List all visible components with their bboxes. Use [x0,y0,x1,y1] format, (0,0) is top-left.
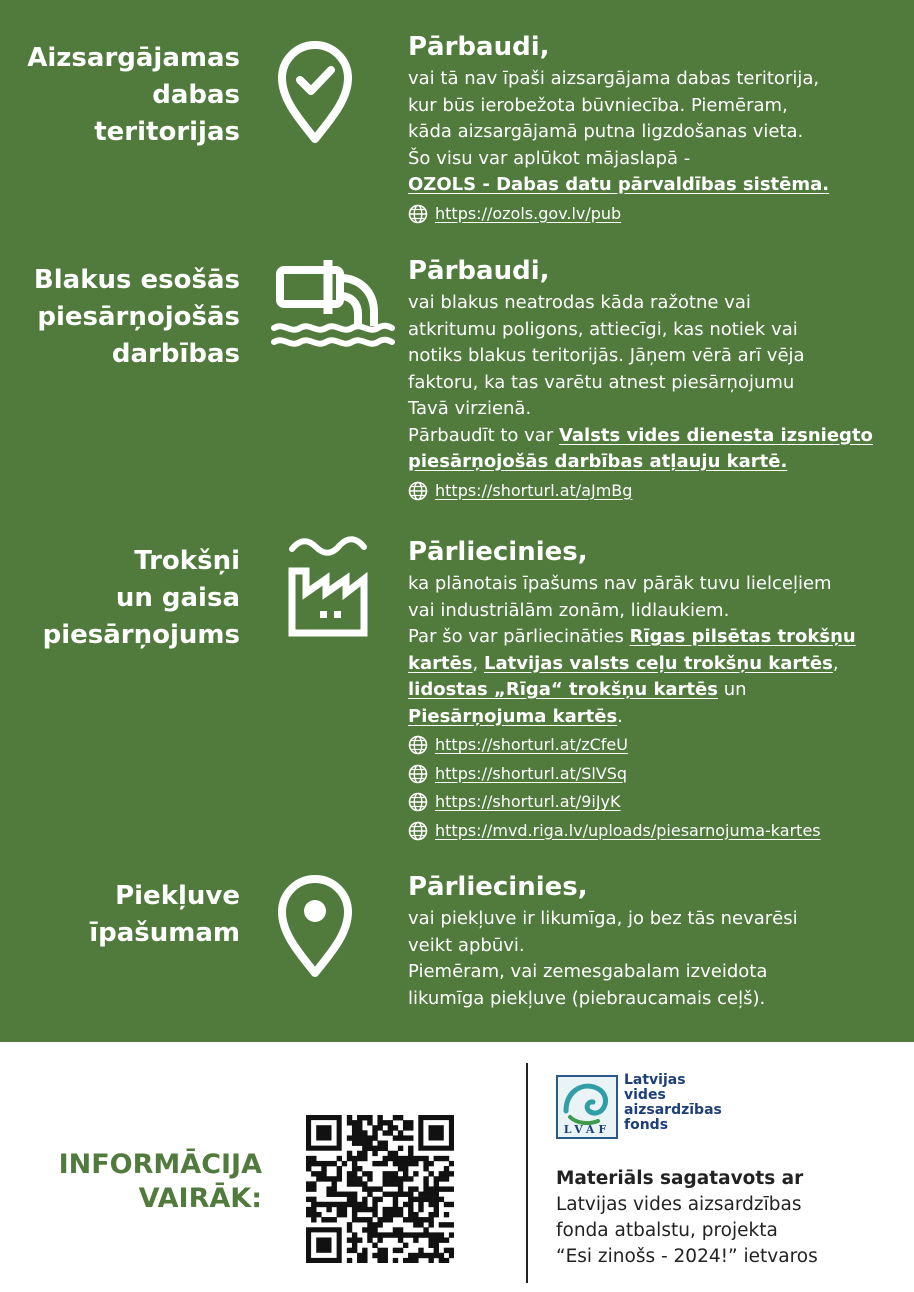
factory-smoke-icon [276,535,376,644]
url-link[interactable]: https://shorturl.at/aJmBg [435,480,633,500]
body-line: Šo visu var aplūkot mājaslapā - [408,147,691,169]
vvd-map-link[interactable]: Valsts vides dienesta izsniegto [558,424,873,446]
url-link[interactable]: https://shorturl.at/9iJyK [435,792,621,811]
body-line: veikt apbūvi. [408,934,525,956]
title-line: īpašumam [89,918,240,948]
title-line: Aizsargājamas [27,43,240,73]
title-line: piesārņojums [42,620,240,650]
url-link[interactable]: https://shorturl.at/SlVSq [435,763,628,783]
lvaf-emblem-icon [556,1075,618,1139]
qr-code[interactable] [306,1115,454,1263]
body-line: vai tā nav īpaši aizsargājama dabas teritorija, [408,68,820,89]
globe-icon [408,735,428,755]
url-row[interactable] [408,201,908,228]
body-line: faktoru, ka tas varētu atnest piesārņojumu [408,371,795,393]
roads-noise-map-link[interactable]: Latvijas valsts ceļu trokšņu kartēs [483,652,833,674]
logo-line: Latvijas [624,1072,686,1088]
pipe-discharge-icon [270,256,395,355]
lvaf-name [624,1073,722,1133]
body-line: atkritumu poligons, attiecīgi, kas notiek vai [408,318,798,340]
pollution-map-link[interactable]: Piesārņojuma kartēs [408,705,618,727]
title-line: un gaisa [115,583,240,613]
body-line: notiks blakus teritorijās. Jāņem vērā arī vēja [408,345,805,366]
body-line: vai blakus neatrodas kāda ražotne vai [408,292,751,313]
body-line: Piemēram, vai zemesgabalam izveidota [408,961,768,982]
title-line: Piekļuve [115,881,240,911]
section-heading: Pārbaudi, [408,256,550,286]
map-pin-check-icon [270,40,360,149]
section-body [408,256,908,504]
body-text: Par šo var pārliecināties [408,626,630,647]
globe-icon [408,764,428,784]
globe-icon [408,792,428,812]
body-text: , [472,652,484,674]
url-link[interactable]: https://mvd.riga.lv/uploads/piesarnojuma-kartes [435,820,821,840]
body-text: un [717,679,747,700]
body-text: . [617,705,623,727]
section-heading: Pārliecinies, [408,872,588,902]
url-row[interactable] [408,761,908,788]
section-body [408,32,908,227]
globe-icon [408,821,428,841]
section-heading: Pārliecinies, [408,537,588,567]
map-pin-icon [270,874,360,983]
title-line: teritorijas [94,117,240,147]
credit-heading: Materiāls sagatavots ar [556,1168,804,1189]
section-title [43,543,240,654]
globe-icon [408,481,428,501]
info-line: INFORMĀCIJA [58,1149,262,1180]
url-row[interactable] [408,478,908,505]
more-info-label [59,1148,262,1216]
body-line: ka plānotais īpašums nav pārāk tuvu lielceļiem [408,573,832,594]
info-line: VAIRĀK: [138,1183,262,1214]
credit-line: fonda atbalstu, projekta [556,1220,778,1241]
globe-icon [408,204,428,224]
section-body [408,872,908,1012]
url-row[interactable] [408,789,908,816]
riga-noise-map-link-cont[interactable]: kartēs [408,652,473,674]
logo-line: fonds [624,1117,669,1133]
body-line: kāda aizsargājamā putna ligzdošanas vieta. [408,121,804,142]
section-title [89,878,240,952]
ozols-link[interactable]: OZOLS - Dabas datu pārvaldības sistēma. [408,174,830,195]
credit-text [556,1166,818,1270]
section-title [27,40,240,151]
divider [526,1063,528,1283]
body-line: vai industriālām zonām, lidlaukiem. [408,599,730,621]
logo-line: aizsardzības [624,1102,722,1118]
body-text: , [832,652,839,674]
lvaf-letters: LVAF [563,1123,611,1136]
body-line: Tavā virzienā. [408,398,532,419]
body-line: kur būs ierobežota būvniecība. Piemēram, [408,94,788,116]
url-link[interactable]: https://ozols.gov.lv/pub [435,203,622,223]
title-line: Blakus esošās [33,265,240,295]
airport-noise-map-link[interactable]: lidostas „Rīga“ trokšņu kartēs [408,679,718,700]
title-line: piesārņojošās [37,302,240,332]
credit-line: “Esi zinošs - 2024!” ietvaros [556,1246,818,1267]
section-title [34,262,240,373]
title-line: Trokšņi [134,546,240,576]
body-line: likumīga piekļuve (piebraucamais ceļš). [408,987,766,1009]
body-line: vai piekļuve ir likumīga, jo bez tās nevarēsi [408,908,798,929]
title-line: darbības [111,339,240,369]
url-row[interactable] [408,818,908,845]
section-heading: Pārbaudi, [408,32,550,62]
credit-line: Latvijas vides aizsardzības [556,1194,802,1215]
url-row[interactable] [408,732,908,759]
riga-noise-map-link[interactable]: Rīgas pilsētas trokšņu [629,626,856,647]
logo-line: vides [624,1087,666,1103]
vvd-map-link-cont[interactable]: piesārņojošās darbības atļauju kartē. [408,451,788,472]
title-line: dabas [152,80,240,110]
body-text: Pārbaudīt to var [408,424,559,446]
section-body [408,537,908,844]
url-link[interactable]: https://shorturl.at/zCfeU [435,735,628,754]
